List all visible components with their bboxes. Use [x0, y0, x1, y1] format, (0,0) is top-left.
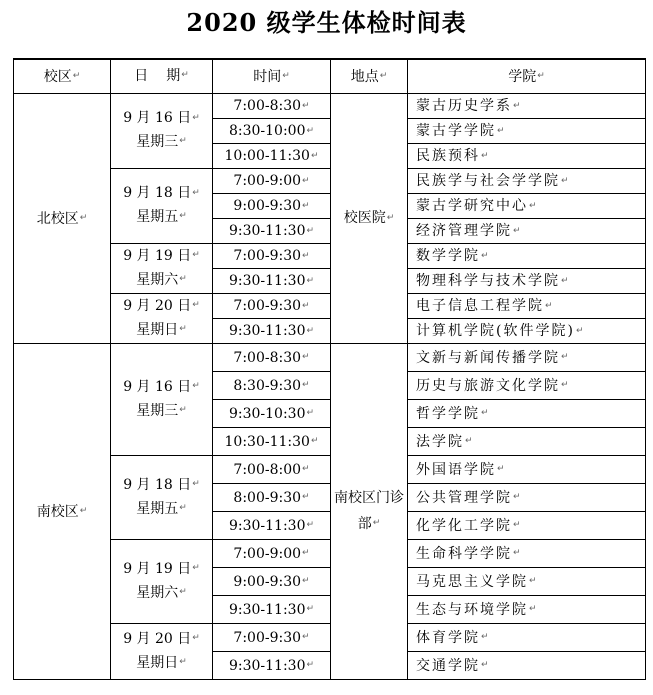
table-row	[14, 94, 646, 119]
college-cell: 蒙古历史学系↵	[408, 94, 646, 119]
time-cell: 9:30-11:30↵	[213, 512, 331, 540]
header-place: 地点↵	[331, 59, 408, 94]
college-cell: 民族预科↵	[408, 144, 646, 169]
college-cell: 哲学学院↵	[408, 400, 646, 428]
college-cell: 蒙古学学院↵	[408, 119, 646, 144]
college-cell: 化学化工学院↵	[408, 512, 646, 540]
college-cell: 文新与新闻传播学院↵	[408, 344, 646, 372]
college-cell: 法学院↵	[408, 428, 646, 456]
time-cell: 9:30-10:30↵	[213, 400, 331, 428]
date-cell: 9 月 16 日↵ 星期三↵	[111, 94, 213, 169]
date-cell: 9 月 18 日↵ 星期五↵	[111, 169, 213, 244]
time-cell: 10:30-11:30↵	[213, 428, 331, 456]
time-cell: 7:00-8:00↵	[213, 456, 331, 484]
college-cell: 电子信息工程学院↵	[408, 294, 646, 319]
time-cell: 7:00-8:30↵	[213, 344, 331, 372]
college-cell: 马克思主义学院↵	[408, 568, 646, 596]
header-college: 学院↵	[408, 59, 646, 94]
place-cell-north: 校医院↵	[331, 94, 408, 344]
header-date: 日 期↵	[111, 59, 213, 94]
header-campus: 校区↵	[14, 59, 111, 94]
time-cell: 7:00-9:30↵	[213, 244, 331, 269]
page-title: 2020 级学生体检时间表	[186, 8, 467, 37]
college-cell: 体育学院↵	[408, 624, 646, 652]
date-cell: 9 月 20 日↵ 星期日↵	[111, 294, 213, 344]
date-cell: 9 月 19 日↵ 星期六↵	[111, 540, 213, 624]
date-cell: 9 月 18 日↵ 星期五↵	[111, 456, 213, 540]
college-cell: 交通学院↵	[408, 652, 646, 680]
college-cell: 公共管理学院↵	[408, 484, 646, 512]
college-cell: 数学学院↵	[408, 244, 646, 269]
time-cell: 7:00-9:00↵	[213, 169, 331, 194]
place-cell-south: 南校区门诊部↵	[331, 344, 408, 680]
header-time: 时间↵	[213, 59, 331, 94]
time-cell: 7:00-9:30↵	[213, 624, 331, 652]
time-cell: 9:30-11:30↵	[213, 219, 331, 244]
college-cell: 蒙古学研究中心↵	[408, 194, 646, 219]
time-cell: 9:30-11:30↵	[213, 319, 331, 344]
time-cell: 8:30-10:00↵	[213, 119, 331, 144]
campus-cell-north: 北校区↵	[14, 94, 111, 344]
time-cell: 9:30-11:30↵	[213, 269, 331, 294]
time-cell: 9:30-11:30↵	[213, 596, 331, 624]
time-cell: 9:00-9:30↵	[213, 194, 331, 219]
date-cell: 9 月 19 日↵ 星期六↵	[111, 244, 213, 294]
exam-schedule-table	[13, 58, 646, 680]
time-cell: 9:30-11:30↵	[213, 652, 331, 680]
college-cell: 计算机学院(软件学院)↵	[408, 319, 646, 344]
college-cell: 经济管理学院↵	[408, 219, 646, 244]
college-cell: 历史与旅游文化学院↵	[408, 372, 646, 400]
college-cell: 民族学与社会学学院↵	[408, 169, 646, 194]
time-cell: 8:00-9:30↵	[213, 484, 331, 512]
time-cell: 7:00-8:30↵	[213, 94, 331, 119]
table-header-row	[14, 59, 646, 94]
college-cell: 生命科学学院↵	[408, 540, 646, 568]
college-cell: 生态与环境学院↵	[408, 596, 646, 624]
college-cell: 外国语学院↵	[408, 456, 646, 484]
time-cell: 7:00-9:00↵	[213, 540, 331, 568]
college-cell: 物理科学与技术学院↵	[408, 269, 646, 294]
date-cell: 9 月 20 日↵ 星期日↵	[111, 624, 213, 680]
table-row	[14, 344, 646, 372]
time-cell: 7:00-9:30↵	[213, 294, 331, 319]
time-cell: 8:30-9:30↵	[213, 372, 331, 400]
campus-cell-south: 南校区↵	[14, 344, 111, 680]
time-cell: 9:00-9:30↵	[213, 568, 331, 596]
date-cell: 9 月 16 日↵ 星期三↵	[111, 344, 213, 456]
time-cell: 10:00-11:30↵	[213, 144, 331, 169]
